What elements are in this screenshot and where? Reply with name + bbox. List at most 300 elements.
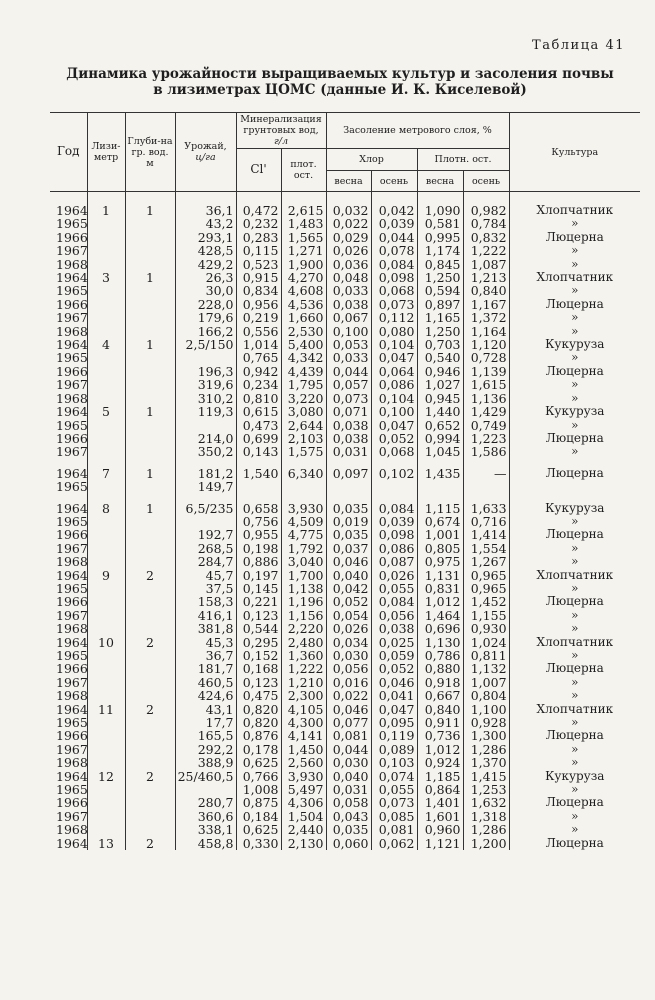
cl-cell: 0,699	[236, 432, 281, 445]
chlorine-autumn-cell: 0,074	[371, 770, 417, 783]
crop-cell: »	[509, 555, 640, 568]
depth-cell	[125, 351, 175, 364]
dense-residue-water-cell	[281, 480, 326, 493]
lysimeter-cell: 3	[87, 271, 125, 284]
yield-cell: 284,7	[175, 555, 236, 568]
year-cell: 1964	[56, 500, 88, 516]
chlorine-autumn-cell: 0,052	[371, 662, 417, 675]
crop-cell: »	[509, 392, 640, 405]
header-chlorine: Хлор	[326, 149, 417, 171]
table-row	[50, 298, 640, 311]
crop-cell: Люцерна	[509, 432, 640, 445]
residue-autumn-cell: 1,087	[463, 258, 509, 271]
lysimeter-cell	[87, 298, 125, 311]
chlorine-spring-cell: 0,035	[326, 823, 371, 836]
lysimeter-cell	[87, 689, 125, 702]
chlorine-spring-cell: 0,032	[326, 204, 371, 217]
chlorine-spring-cell: 0,058	[326, 796, 371, 809]
residue-spring-cell: 0,995	[417, 231, 463, 244]
depth-cell	[125, 325, 175, 338]
cl-cell: 0,145	[236, 582, 281, 595]
chlorine-autumn-cell: 0,068	[371, 445, 417, 458]
dense-residue-water-cell: 2,560	[281, 756, 326, 769]
table-row	[50, 217, 640, 230]
year-cell: 1965	[56, 715, 88, 731]
year-cell: 1967	[56, 377, 88, 393]
residue-autumn-cell: 1,155	[463, 609, 509, 622]
dense-residue-water-cell: 1,271	[281, 244, 326, 257]
chlorine-autumn-cell: 0,086	[371, 378, 417, 391]
year-cell: 1965	[56, 782, 88, 798]
crop-cell	[509, 480, 640, 493]
dense-residue-water-cell: 5,497	[281, 783, 326, 796]
chlorine-autumn-cell: 0,047	[371, 351, 417, 364]
residue-autumn-cell: 1,318	[463, 810, 509, 823]
depth-cell: 2	[125, 770, 175, 783]
year-cell: 1967	[56, 243, 88, 259]
chlorine-autumn-cell: 0,084	[371, 258, 417, 271]
residue-autumn-cell: 0,784	[463, 217, 509, 230]
chlorine-autumn-cell: 0,098	[371, 528, 417, 541]
depth-cell	[125, 298, 175, 311]
table-number: Таблица 41	[532, 38, 625, 53]
table-row	[50, 555, 640, 568]
lysimeter-cell	[87, 796, 125, 809]
crop-cell: »	[509, 419, 640, 432]
dense-residue-water-cell: 5,400	[281, 338, 326, 351]
depth-cell	[125, 810, 175, 823]
yield-cell: 179,6	[175, 311, 236, 324]
dense-residue-water-cell: 1,504	[281, 810, 326, 823]
table-row	[50, 810, 640, 823]
residue-spring-cell: 1,045	[417, 445, 463, 458]
table-row	[50, 796, 640, 809]
chlorine-spring-cell: 0,022	[326, 217, 371, 230]
residue-spring-cell: 1,012	[417, 595, 463, 608]
residue-spring-cell: 1,115	[417, 502, 463, 515]
chlorine-autumn-cell: 0,047	[371, 419, 417, 432]
depth-cell	[125, 432, 175, 445]
lysimeter-cell	[87, 432, 125, 445]
yield-cell: 292,2	[175, 743, 236, 756]
yield-cell: 158,3	[175, 595, 236, 608]
chlorine-autumn-cell: 0,119	[371, 729, 417, 742]
table-row	[50, 515, 640, 528]
dense-residue-water-cell: 2,480	[281, 636, 326, 649]
residue-autumn-cell: 0,728	[463, 351, 509, 364]
chlorine-autumn-cell: 0,104	[371, 392, 417, 405]
chlorine-autumn-cell: 0,100	[371, 405, 417, 418]
residue-autumn-cell: 1,286	[463, 743, 509, 756]
residue-spring-cell: 0,911	[417, 716, 463, 729]
chlorine-spring-cell: 0,048	[326, 271, 371, 284]
year-cell: 1964	[56, 634, 88, 650]
table-row	[50, 258, 640, 271]
year-cell: 1968	[56, 755, 88, 771]
residue-spring-cell: 0,960	[417, 823, 463, 836]
year-cell: 1966	[56, 430, 88, 446]
yield-cell: 192,7	[175, 528, 236, 541]
lysimeter-cell: 11	[87, 703, 125, 716]
chlorine-spring-cell: 0,030	[326, 649, 371, 662]
chlorine-spring-cell: 0,044	[326, 365, 371, 378]
depth-cell: 2	[125, 636, 175, 649]
header-spring: весна	[417, 171, 463, 192]
crop-cell: Кукуруза	[509, 405, 640, 418]
chlorine-spring-cell: 0,040	[326, 569, 371, 582]
crop-cell: Люцерна	[509, 729, 640, 742]
table-row	[50, 378, 640, 391]
year-cell: 1966	[56, 594, 88, 610]
year-cell: 1964	[56, 404, 88, 420]
chlorine-spring-cell: 0,081	[326, 729, 371, 742]
residue-spring-cell: 0,918	[417, 676, 463, 689]
cl-cell: 0,473	[236, 419, 281, 432]
residue-autumn-cell: 0,832	[463, 231, 509, 244]
table-row	[50, 365, 640, 378]
cl-cell: 0,197	[236, 569, 281, 582]
chlorine-autumn-cell: 0,102	[371, 467, 417, 480]
year-cell: 1966	[56, 363, 88, 379]
crop-cell: Люцерна	[509, 365, 640, 378]
crop-cell: Люцерна	[509, 231, 640, 244]
lysimeter-cell	[87, 756, 125, 769]
depth-cell: 1	[125, 502, 175, 515]
lysimeter-cell	[87, 582, 125, 595]
residue-autumn-cell: 1,120	[463, 338, 509, 351]
crop-cell: Люцерна	[509, 662, 640, 675]
chlorine-autumn-cell: 0,080	[371, 325, 417, 338]
table-row	[50, 445, 640, 458]
cl-cell: 1,008	[236, 783, 281, 796]
yield-cell: 36,1	[175, 204, 236, 217]
residue-spring-cell: 1,185	[417, 770, 463, 783]
dense-residue-water-cell: 1,360	[281, 649, 326, 662]
residue-autumn-cell: 1,139	[463, 365, 509, 378]
table-row	[50, 582, 640, 595]
dense-residue-water-cell: 1,210	[281, 676, 326, 689]
depth-cell	[125, 756, 175, 769]
residue-spring-cell: 1,165	[417, 311, 463, 324]
cl-cell	[236, 480, 281, 493]
year-cell: 1968	[56, 621, 88, 637]
cl-cell: 0,232	[236, 217, 281, 230]
depth-cell	[125, 217, 175, 230]
yield-cell: 26,3	[175, 271, 236, 284]
lysimeter-cell	[87, 258, 125, 271]
header-depth: Глуби-на гр. вод. м	[125, 113, 175, 192]
header-dense-residue-soil: Плотн. ост.	[417, 149, 509, 171]
year-cell: 1968	[56, 256, 88, 272]
cl-cell: 0,234	[236, 378, 281, 391]
year-cell: 1965	[56, 479, 88, 495]
dense-residue-water-cell: 2,615	[281, 204, 326, 217]
yield-cell: 460,5	[175, 676, 236, 689]
depth-cell	[125, 582, 175, 595]
chlorine-autumn-cell: 0,044	[371, 231, 417, 244]
chlorine-spring-cell: 0,046	[326, 703, 371, 716]
lysimeter-cell: 13	[87, 837, 125, 850]
table-row	[50, 351, 640, 364]
chlorine-autumn-cell: 0,055	[371, 582, 417, 595]
yield-cell: 388,9	[175, 756, 236, 769]
lysimeter-cell	[87, 311, 125, 324]
table-row	[50, 609, 640, 622]
chlorine-spring-cell: 0,037	[326, 542, 371, 555]
dense-residue-water-cell: 4,509	[281, 515, 326, 528]
depth-cell	[125, 609, 175, 622]
residue-autumn-cell: 1,452	[463, 595, 509, 608]
chlorine-autumn-cell: 0,085	[371, 810, 417, 823]
table-row	[50, 204, 640, 217]
chlorine-spring-cell: 0,033	[326, 351, 371, 364]
lysimeter-cell	[87, 325, 125, 338]
lysimeter-cell	[87, 676, 125, 689]
yield-cell: 280,7	[175, 796, 236, 809]
table-row	[50, 636, 640, 649]
cl-cell: 0,330	[236, 837, 281, 850]
lysimeter-cell	[87, 649, 125, 662]
chlorine-spring-cell: 0,019	[326, 515, 371, 528]
chlorine-spring-cell: 0,038	[326, 432, 371, 445]
year-cell: 1966	[56, 527, 88, 543]
yield-cell: 45,7	[175, 569, 236, 582]
chlorine-autumn-cell: 0,046	[371, 676, 417, 689]
dense-residue-water-cell: 1,156	[281, 609, 326, 622]
crop-cell: »	[509, 582, 640, 595]
table-row	[50, 569, 640, 582]
yield-cell: 165,5	[175, 729, 236, 742]
yield-cell: 17,7	[175, 716, 236, 729]
year-cell: 1965	[56, 350, 88, 366]
table-row	[50, 231, 640, 244]
header-salinization: Засоление метрового слоя, %	[326, 113, 509, 149]
residue-autumn-cell	[463, 480, 509, 493]
residue-autumn-cell: 1,586	[463, 445, 509, 458]
cl-cell: 0,115	[236, 244, 281, 257]
yield-cell: 6,5/235	[175, 502, 236, 515]
chlorine-autumn-cell: 0,038	[371, 622, 417, 635]
table-row	[50, 419, 640, 432]
chlorine-autumn-cell: 0,087	[371, 555, 417, 568]
cl-cell: 0,886	[236, 555, 281, 568]
chlorine-autumn-cell	[371, 480, 417, 493]
yield-cell: 45,3	[175, 636, 236, 649]
crop-cell: Люцерна	[509, 595, 640, 608]
year-cell: 1965	[56, 417, 88, 433]
cl-cell: 0,143	[236, 445, 281, 458]
crop-cell: Хлопчатник	[509, 271, 640, 284]
crop-cell: Хлопчатник	[509, 636, 640, 649]
yield-cell	[175, 515, 236, 528]
lysimeter-cell	[87, 378, 125, 391]
dense-residue-water-cell: 1,222	[281, 662, 326, 675]
lysimeter-cell: 5	[87, 405, 125, 418]
chlorine-autumn-cell: 0,089	[371, 743, 417, 756]
year-cell: 1967	[56, 674, 88, 690]
cl-cell: 0,876	[236, 729, 281, 742]
residue-spring-cell: 1,464	[417, 609, 463, 622]
table-row	[50, 528, 640, 541]
table-row	[50, 325, 640, 338]
yield-cell: 25/460,5	[175, 770, 236, 783]
cl-cell: 0,198	[236, 542, 281, 555]
chlorine-spring-cell: 0,031	[326, 445, 371, 458]
chlorine-spring-cell: 0,044	[326, 743, 371, 756]
dense-residue-water-cell: 1,138	[281, 582, 326, 595]
dense-residue-water-cell: 2,220	[281, 622, 326, 635]
depth-cell	[125, 555, 175, 568]
residue-spring-cell: 0,652	[417, 419, 463, 432]
chlorine-spring-cell: 0,026	[326, 244, 371, 257]
year-cell: 1968	[56, 688, 88, 704]
chlorine-spring-cell: 0,040	[326, 770, 371, 783]
table-row	[50, 271, 640, 284]
depth-cell	[125, 258, 175, 271]
crop-cell: »	[509, 622, 640, 635]
yield-cell: 36,7	[175, 649, 236, 662]
cl-cell: 0,283	[236, 231, 281, 244]
chlorine-autumn-cell: 0,025	[371, 636, 417, 649]
residue-spring-cell: 0,924	[417, 756, 463, 769]
cl-cell: 0,820	[236, 703, 281, 716]
depth-cell: 2	[125, 837, 175, 850]
depth-cell: 1	[125, 405, 175, 418]
dense-residue-water-cell: 4,270	[281, 271, 326, 284]
dense-residue-water-cell: 1,565	[281, 231, 326, 244]
crop-cell: Кукуруза	[509, 770, 640, 783]
residue-spring-cell: 0,736	[417, 729, 463, 742]
crop-cell: »	[509, 258, 640, 271]
yield-cell: 350,2	[175, 445, 236, 458]
depth-cell	[125, 676, 175, 689]
dense-residue-water-cell: 4,306	[281, 796, 326, 809]
chlorine-autumn-cell: 0,098	[371, 271, 417, 284]
dense-residue-water-cell: 1,575	[281, 445, 326, 458]
table-row	[50, 783, 640, 796]
residue-autumn-cell: 0,930	[463, 622, 509, 635]
residue-spring-cell: 0,805	[417, 542, 463, 555]
residue-spring-cell: 0,880	[417, 662, 463, 675]
residue-autumn-cell: 1,632	[463, 796, 509, 809]
year-cell: 1968	[56, 390, 88, 406]
chlorine-spring-cell: 0,052	[326, 595, 371, 608]
residue-autumn-cell: 0,965	[463, 582, 509, 595]
depth-cell	[125, 783, 175, 796]
residue-autumn-cell: 1,222	[463, 244, 509, 257]
residue-spring-cell: 0,581	[417, 217, 463, 230]
depth-cell	[125, 445, 175, 458]
residue-spring-cell: 0,786	[417, 649, 463, 662]
residue-autumn-cell: 1,300	[463, 729, 509, 742]
yield-cell: 338,1	[175, 823, 236, 836]
table-row	[50, 716, 640, 729]
lysimeter-cell	[87, 392, 125, 405]
cl-cell: 0,765	[236, 351, 281, 364]
residue-spring-cell: 1,121	[417, 837, 463, 850]
chlorine-spring-cell: 0,022	[326, 689, 371, 702]
residue-autumn-cell: 0,840	[463, 284, 509, 297]
table-row	[50, 649, 640, 662]
table-row	[50, 756, 640, 769]
table-row	[50, 405, 640, 418]
chlorine-spring-cell: 0,026	[326, 622, 371, 635]
year-cell: 1966	[56, 229, 88, 245]
chlorine-autumn-cell: 0,026	[371, 569, 417, 582]
yield-cell: 30,0	[175, 284, 236, 297]
cl-cell: 0,658	[236, 502, 281, 515]
residue-autumn-cell: 1,286	[463, 823, 509, 836]
crop-cell: »	[509, 823, 640, 836]
residue-spring-cell: 0,945	[417, 392, 463, 405]
chlorine-spring-cell: 0,030	[326, 756, 371, 769]
residue-spring-cell: 0,703	[417, 338, 463, 351]
depth-cell: 2	[125, 569, 175, 582]
residue-autumn-cell: 1,633	[463, 502, 509, 515]
cl-cell: 0,184	[236, 810, 281, 823]
yield-cell: 381,8	[175, 622, 236, 635]
title-line: Динамика урожайности выращиваемых культур и засоления почвы	[66, 66, 614, 82]
dense-residue-water-cell: 2,300	[281, 689, 326, 702]
yield-cell: 428,5	[175, 244, 236, 257]
yield-cell: 181,2	[175, 467, 236, 480]
yield-cell: 429,2	[175, 258, 236, 271]
table-row	[50, 689, 640, 702]
year-cell: 1965	[56, 216, 88, 232]
lysimeter-cell	[87, 528, 125, 541]
year-cell: 1967	[56, 808, 88, 824]
header-dense-residue-water: плот. ост.	[281, 149, 326, 192]
chlorine-autumn-cell: 0,084	[371, 595, 417, 608]
year-cell: 1964	[56, 270, 88, 286]
depth-cell	[125, 392, 175, 405]
dense-residue-water-cell: 2,103	[281, 432, 326, 445]
crop-cell: Хлопчатник	[509, 569, 640, 582]
year-cell: 1964	[56, 567, 88, 583]
header-cl: Cl'	[236, 149, 281, 192]
depth-cell	[125, 743, 175, 756]
yield-cell: 2,5/150	[175, 338, 236, 351]
cl-cell: 0,152	[236, 649, 281, 662]
year-cell: 1965	[56, 648, 88, 663]
cl-cell: 0,123	[236, 676, 281, 689]
lysimeter-cell	[87, 515, 125, 528]
depth-cell	[125, 419, 175, 432]
lysimeter-cell	[87, 284, 125, 297]
residue-autumn-cell: 0,811	[463, 649, 509, 662]
crop-cell: »	[509, 756, 640, 769]
lysimeter-cell	[87, 351, 125, 364]
chlorine-autumn-cell: 0,104	[371, 338, 417, 351]
header-autumn: осень	[463, 171, 509, 192]
cl-cell: 0,544	[236, 622, 281, 635]
lysimeter-cell: 8	[87, 502, 125, 515]
table-row	[50, 480, 640, 493]
header-mineralization-label: Минерализация грунтовых вод,	[240, 114, 322, 136]
residue-autumn-cell: 0,716	[463, 515, 509, 528]
table-title	[40, 66, 640, 98]
crop-cell: Хлопчатник	[509, 703, 640, 716]
crop-cell: »	[509, 649, 640, 662]
chlorine-autumn-cell: 0,039	[371, 217, 417, 230]
crop-cell: Хлопчатник	[509, 204, 640, 217]
table-row	[50, 502, 640, 515]
residue-autumn-cell: 1,253	[463, 783, 509, 796]
lysimeter-cell: 9	[87, 569, 125, 582]
chlorine-autumn-cell: 0,052	[371, 432, 417, 445]
residue-spring-cell: 0,540	[417, 351, 463, 364]
year-cell: 1966	[56, 296, 88, 312]
